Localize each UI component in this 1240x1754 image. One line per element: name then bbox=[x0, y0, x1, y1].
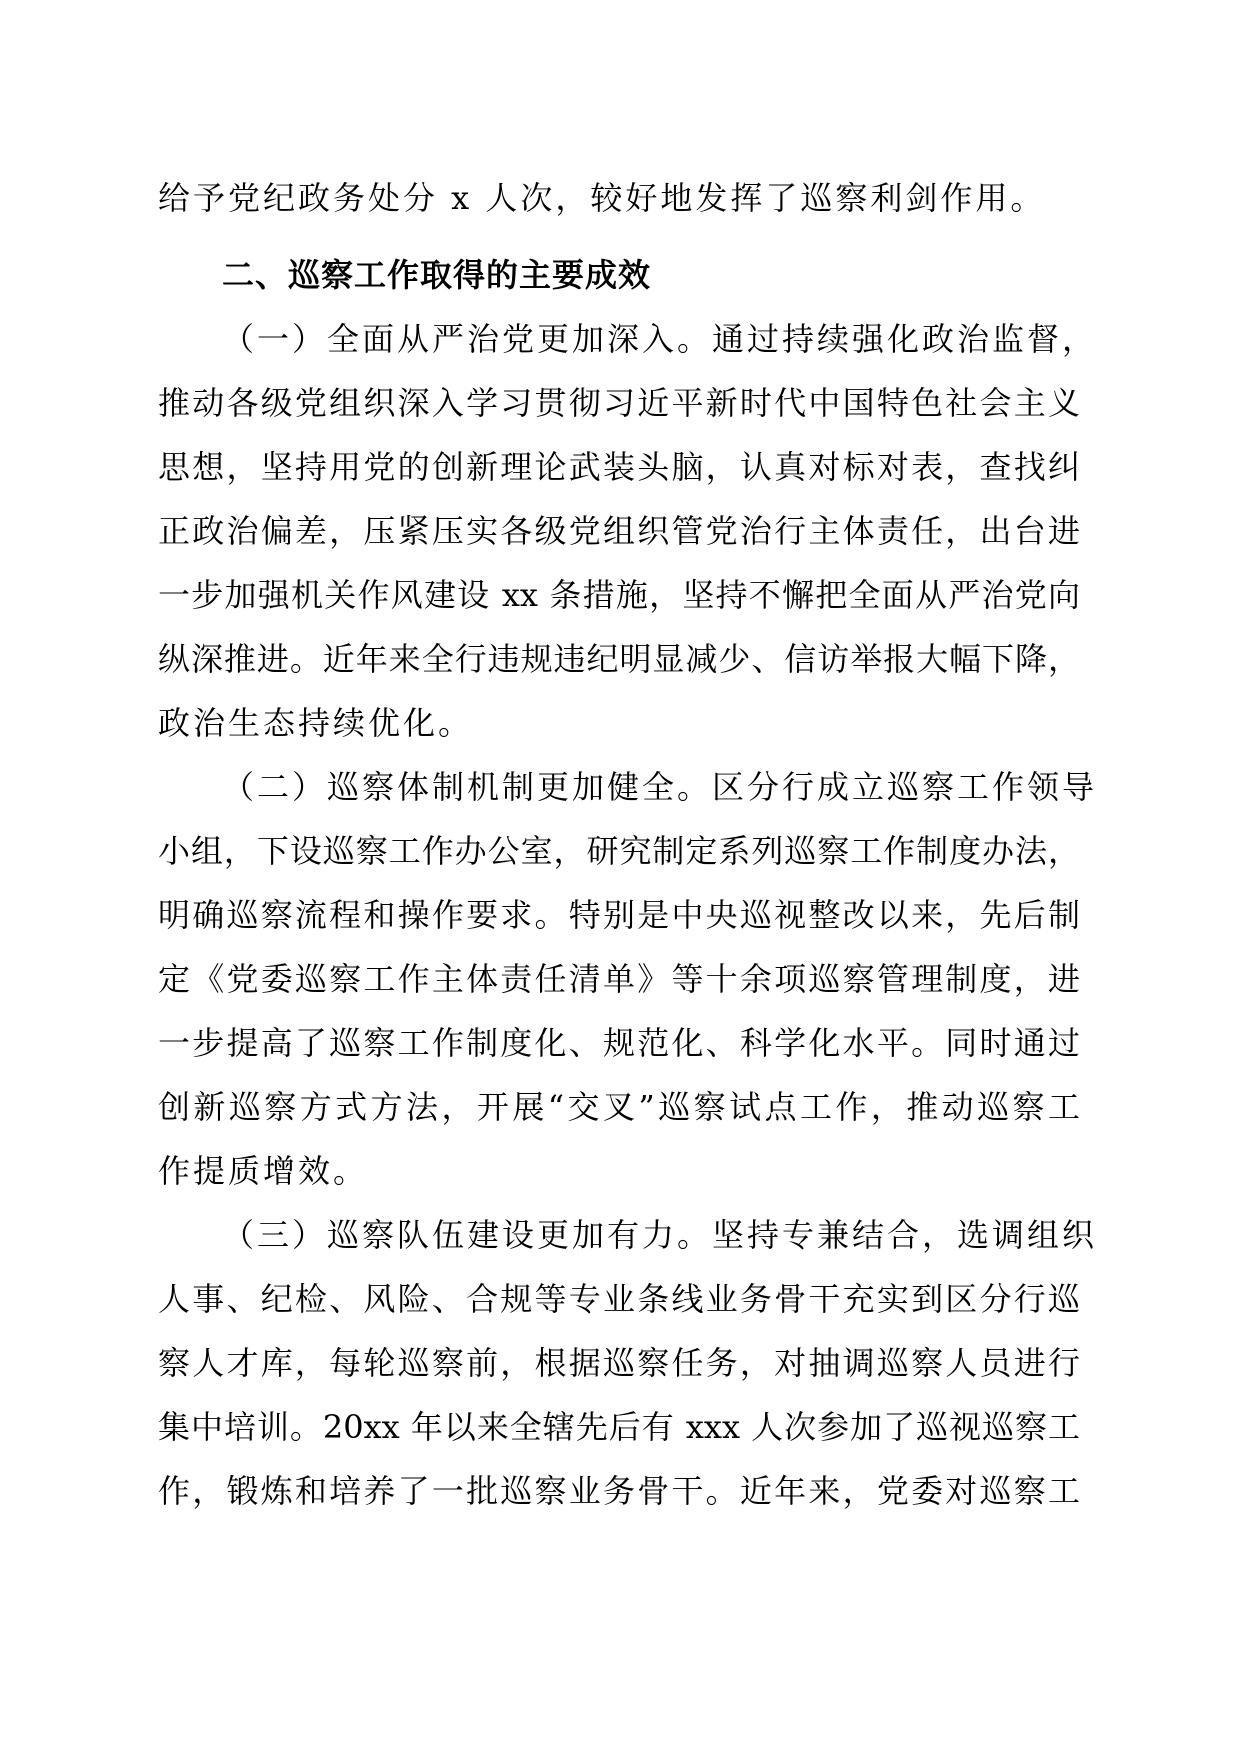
text-line: 集中培训。20xx 年以来全辖先后有 xxx 人次参加了巡视巡察工 bbox=[158, 1408, 1080, 1446]
text-line: 人事、纪检、风险、合规等专业条线业务骨干充实到区分行巡 bbox=[158, 1280, 1080, 1318]
text-line: 察人才库，每轮巡察前，根据巡察任务，对抽调巡察人员进行 bbox=[158, 1344, 1080, 1382]
text-line: 思想，坚持用党的创新理论武装头脑，认真对标对表，查找纠 bbox=[158, 448, 1080, 486]
paragraph-3-first-line: （三）巡察队伍建设更加有力。坚持专兼结合，选调组织 bbox=[222, 1216, 1098, 1254]
text-line: 正政治偏差，压紧压实各级党组织管党治行主体责任，出台进 bbox=[158, 512, 1080, 550]
text-line: 小组，下设巡察工作办公室，研究制定系列巡察工作制度办法， bbox=[158, 832, 1080, 870]
paragraph-1-first-line: （一）全面从严治党更加深入。通过持续强化政治监督， bbox=[222, 320, 1098, 358]
text-line: 定《党委巡察工作主体责任清单》等十余项巡察管理制度，进 bbox=[158, 960, 1080, 998]
text-line: 作提质增效。 bbox=[158, 1152, 369, 1190]
text-line: 推动各级党组织深入学习贯彻习近平新时代中国特色社会主义 bbox=[158, 384, 1080, 422]
text-line: 给予党纪政务处分 x 人次，较好地发挥了巡察利剑作用。 bbox=[158, 179, 1046, 217]
section-heading: 二、巡察工作取得的主要成效 bbox=[222, 256, 652, 294]
text-line: 政治生态持续优化。 bbox=[158, 704, 474, 742]
text-line: 作，锻炼和培养了一批巡察业务骨干。近年来，党委对巡察工 bbox=[158, 1472, 1080, 1510]
text-line: 一步加强机关作风建设 xx 条措施，坚持不懈把全面从严治党向 bbox=[158, 576, 1080, 614]
text-line: 明确巡察流程和操作要求。特别是中央巡视整改以来，先后制 bbox=[158, 896, 1080, 934]
text-line: 纵深推进。近年来全行违规违纪明显减少、信访举报大幅下降， bbox=[158, 640, 1080, 678]
text-line: 创新巡察方式方法，开展“交叉”巡察试点工作，推动巡察工 bbox=[158, 1088, 1080, 1126]
paragraph-2-first-line: （二）巡察体制机制更加健全。区分行成立巡察工作领导 bbox=[222, 768, 1098, 806]
text-line: 一步提高了巡察工作制度化、规范化、科学化水平。同时通过 bbox=[158, 1024, 1080, 1062]
